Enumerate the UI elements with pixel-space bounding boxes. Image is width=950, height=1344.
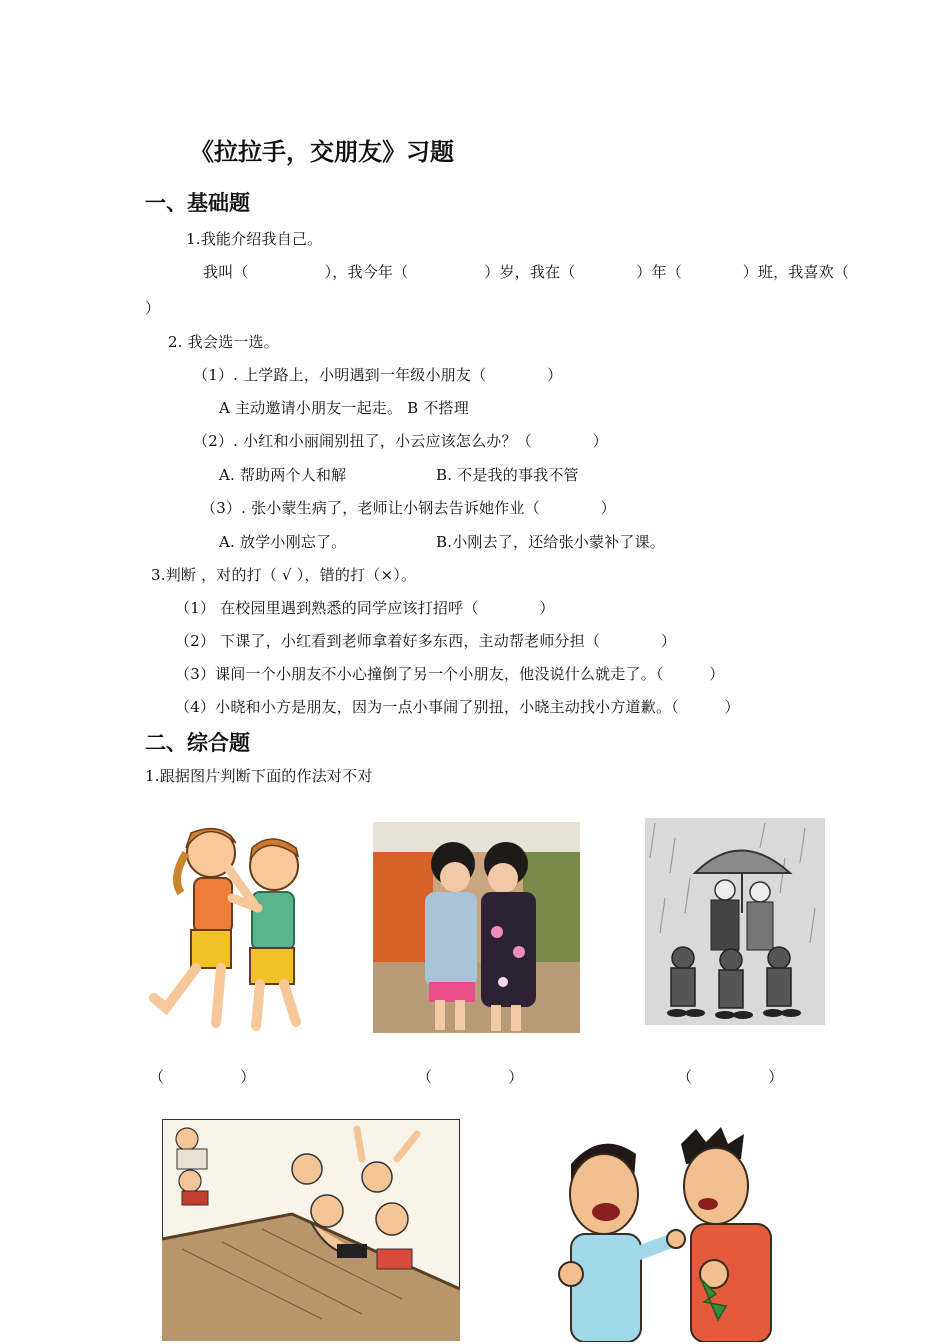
question-3-item: （2） 下课了，小红看到老师拿着好多东西，主动帮老师分担（ ）: [175, 632, 677, 650]
picture-3-answer-blank[interactable]: （ ）: [677, 1068, 784, 1086]
question-3-label: 3.判断 ，对的打（ √ ），错的打（×）。: [151, 566, 417, 584]
picture-1-answer-blank[interactable]: （ ）: [149, 1068, 256, 1086]
question-2-2: （2）. 小红和小丽闹别扭了，小云应该怎么办？（ ）: [193, 432, 608, 450]
question-2-3-option-a: A. 放学小刚忘了。: [219, 533, 347, 551]
arguing-boys-illustration: [546, 1124, 786, 1342]
question-3-item: （1） 在校园里遇到熟悉的同学应该打招呼（ ）: [175, 599, 555, 617]
picture-2-answer-blank[interactable]: （ ）: [417, 1068, 524, 1086]
question-1-fill-line-end: ）: [145, 299, 161, 317]
document-title: 《拉拉手，交朋友》习题: [190, 138, 454, 166]
question-2-3-option-b: B.小刚去了，还给张小蒙补了课。: [436, 533, 665, 551]
section-heading-comprehensive: 二、综合题: [145, 731, 250, 755]
question-2-2-option-b: B. 不是我的事我不管: [436, 466, 579, 484]
question-2-2-option-a: A. 帮助两个人和解: [219, 466, 347, 484]
section-2-question-1-label: 1.跟据图片判断下面的作法对不对: [145, 767, 373, 785]
question-3-item: （3）课间一个小朋友不小心撞倒了另一个小朋友，他没说什么就走了。（ ）: [175, 665, 725, 683]
fighting-kids-illustration: [146, 808, 332, 1034]
two-girls-photo: [373, 822, 580, 1033]
umbrella-rain-illustration: [645, 818, 825, 1025]
question-3-item: （4）小晓和小方是朋友，因为一点小事闹了别扭，小晓主动找小方道歉。（ ）: [175, 698, 740, 716]
question-2-1: （1）. 上学路上，小明遇到一年级小朋友（ ）: [193, 366, 563, 384]
question-1-label: 1.我能介绍我自己。: [186, 230, 323, 248]
question-2-3: （3）. 张小蒙生病了，老师让小钢去告诉她作业（ ）: [201, 499, 616, 517]
question-1-fill-line: 我叫（ ），我今年（ ）岁，我在（ ）年（ ）班，我喜欢（: [203, 263, 850, 281]
question-2-label: 2. 我会选一选。: [168, 333, 279, 351]
question-2-1-options: A 主动邀请小朋友一起走。 B 不搭理: [219, 399, 469, 417]
section-heading-basic: 一、基础题: [145, 191, 250, 215]
pool-pushing-kids-illustration: [162, 1119, 460, 1341]
